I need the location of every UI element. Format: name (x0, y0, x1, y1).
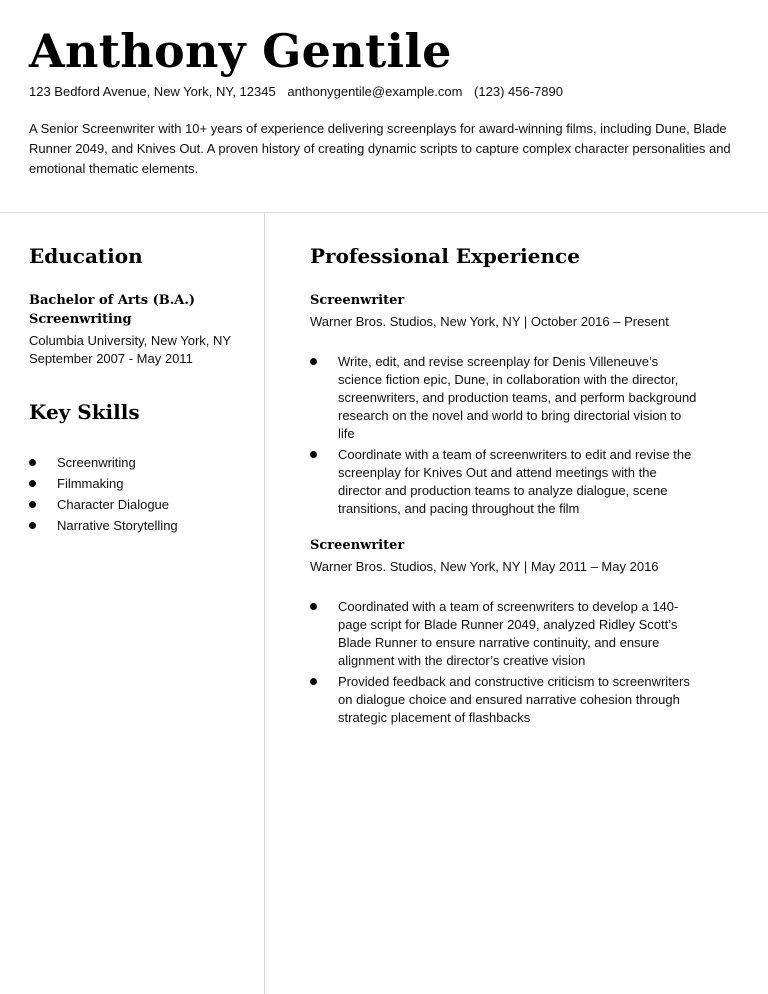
contact-phone: (123) 456-7890 (474, 84, 563, 99)
bullet-icon (310, 603, 317, 610)
job-entry (310, 291, 710, 518)
job-entry (310, 536, 710, 727)
job-bullets (310, 353, 710, 518)
left-column (29, 240, 254, 536)
bullet-text: Write, edit, and revise screenplay for Denis Villeneuve’s science fiction epic, Dune, in collaboration with the director, screenwriters, and production teams, and perform background research on the novel and world to bring directorial vision to life (338, 354, 697, 441)
job-bullets (310, 598, 710, 727)
bullet-icon (310, 358, 317, 365)
job-bullet (310, 353, 700, 443)
resume-header (29, 22, 748, 179)
education-school: Columbia University, New York, NY (29, 333, 232, 348)
key-skills-heading: Key Skills (29, 400, 140, 424)
bullet-icon (29, 522, 36, 529)
skill-item (29, 452, 254, 473)
skill-item (29, 473, 254, 494)
job-bullet (310, 673, 700, 727)
contact-address: 123 Bedford Avenue, New York, NY, 12345 (29, 84, 276, 99)
bullet-icon (310, 678, 317, 685)
bullet-icon (29, 501, 36, 508)
skill-label: Screenwriting (57, 455, 136, 470)
header-divider (0, 212, 768, 213)
education-heading: Education (29, 244, 143, 268)
bullet-icon (310, 451, 317, 458)
job-meta: Warner Bros. Studios, New York, NY | October 2016 – Present (310, 314, 669, 329)
column-divider (264, 212, 265, 994)
degree-major: Screenwriting (29, 312, 132, 327)
contact-line (29, 83, 748, 101)
skill-label: Narrative Storytelling (57, 518, 178, 533)
job-title: Screenwriter (310, 538, 405, 553)
right-column (310, 240, 710, 730)
job-meta: Warner Bros. Studios, New York, NY | May 2011 – May 2016 (310, 559, 659, 574)
bullet-text: Coordinated with a team of screenwriters to develop a 140-page script for Blade Runner 2049, analyzed Ridley Scott’s Blade Runner to ensure narrative continuity, and ensure alignment with the director’s creative vision (338, 599, 679, 668)
skill-label: Filmmaking (57, 476, 124, 491)
candidate-name: Anthony Gentile (29, 24, 452, 78)
bullet-icon (29, 480, 36, 487)
education-dates: September 2007 - May 2011 (29, 351, 193, 366)
contact-email: anthonygentile@example.com (287, 84, 463, 99)
skill-item (29, 494, 254, 515)
job-title: Screenwriter (310, 293, 405, 308)
experience-heading: Professional Experience (310, 244, 580, 268)
skill-item (29, 515, 254, 536)
bullet-text: Provided feedback and constructive criticism to screenwriters on dialogue choice and ensured narrative cohesion through strategic placement of flashbacks (338, 674, 690, 725)
degree-name: Bachelor of Arts (B.A.) (29, 293, 196, 308)
skills-list (29, 452, 254, 536)
job-bullet (310, 598, 700, 670)
skill-label: Character Dialogue (57, 497, 170, 512)
bullet-text: Coordinate with a team of screenwriters to edit and revise the screenplay for Knives Out and attend meetings with the director and production teams to analyze dialogue, scene transitions, and pacing throughout the film (338, 447, 692, 516)
bullet-icon (29, 459, 36, 466)
job-bullet (310, 446, 700, 518)
professional-summary: A Senior Screenwriter with 10+ years of experience delivering screenplays for award-winning films, including Dune, Blade Runner 2049, and Knives Out. A proven history of creating dynamic scripts to capture complex character personalities and emotional thematic elements. (29, 121, 731, 176)
